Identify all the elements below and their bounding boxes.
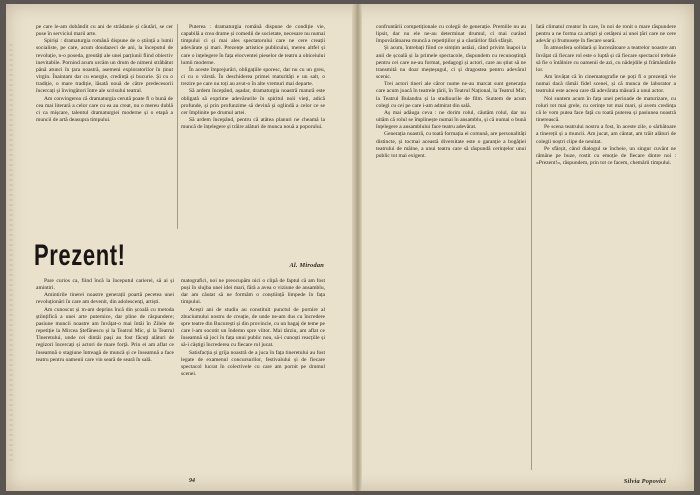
paragraph: Noi suntem acum în fața unei perioade de maturizare, cu roluri tot mai grele, cu cerințe tot mai mari, și avem credința că le vom putea face față cu toată puterea și pasiunea noastră tinerească. — [536, 95, 676, 124]
paragraph: Am învățat că în cinematografie ne poți fi o prezență vie numai dacă rămâi fidel scenei, și că munca de laborator a teatrului este aceea care dă adevărata măsură a unui actor. — [536, 74, 676, 95]
paragraph: pe care le-am dobândit cu ani de strădanie și căutări, se cer puse în serviciul marii arte. — [36, 24, 173, 38]
paragraph: Trei actori tineri ale căror nume ne-au marcat sunt generația care acum joacă în teatrele țării, în Teatrul Național, la Teatrul Mic, la Teatrul Bulandra și la studiourile de film. Suntem de acum colegi cu cei pe care i-am admirat din sală. — [376, 81, 526, 109]
paragraph: Pe sfârșit, când dialogul se încheie, un singur cuvânt ne rămâne pe buze, rostit cu emoție de fiecare dintre noi : «Prezent!», răspundem, prin tot ce facem, chemării timpului. — [536, 145, 676, 166]
page-number: 94 — [189, 478, 195, 484]
paragraph: Spiriși : dramaturgia română dispune de o știință a lumii socialiste, pe care, acum doudazeci de ani, la începutul de revoluție, n-o posedа, greutăți ale unei parțiunii fiind obiectiv inevitabile. Pornind acum urcăm un drum de nimeni străbătut până atunci în țara noastră, asemeni exploratorilor în ținut virgin. Înaintam dar cu energie, credință și bucurie. Și cu o tradiție, o mare tradiție, lăsată nouă de către predecesorii încercați și învingători între ale scrisului teatral. — [36, 38, 173, 95]
paragraph: Amintirile tinerei noastre generații poartă pecetea unei revoluționări în care am devenit, din adolescenți, artiști. — [36, 292, 174, 306]
column-divider — [177, 24, 178, 229]
paragraph: Puterea : dramaturgia română dispune de condiție vie, capabilă a crea drame și comedii de societate, necesare nu numai timpului ci și mai ales spectatorului care ne cere creații adevărate și mari. Prezențe artistice publicului, mereu altfel și care o ințelegere în fața elocventei pieselor de teatru a obiceiului lumii moderne. — [181, 24, 325, 66]
magazine-spread — [6, 4, 694, 491]
paragraph: Să ardem începând, așadar, dramaturgia noastră matură este obligată să exprime adevărurile în spiritul noii vieți, adică profunde, și prin profunzime să devină și oglindă a celor ce se cer împlinite pe drumul artei. — [181, 88, 325, 116]
paragraph: Să ardem începând, pentru că atâtea planuri ne cheamă la muncă de înțelegere și trăire alături de munca nouă a poporului. — [181, 117, 325, 131]
paragraph: În aceste împrejurări, obligațiile sporesc, dar nu cu un greu, ci cu o vârstă. În deschiderea primei maturități e un salt, o trezire pe care nu toți au avut-o în alte vremuri mai departe. — [181, 66, 325, 88]
paragraph: Am convingerea că dramaturgia cerută poate fi o bună de cea mai literară a celor care cu ea au creat, nu o mereu dublă ci ca mișcare, talentul dramaturgiei moderne și o etapă a muncii de artă deasupra timpului. — [36, 95, 173, 124]
book-gutter — [352, 4, 362, 491]
paragraph: Generația noastră, cu toată formația ei comună, are personalități distincte, și tocmai această diversitate este o garanție a bogăției teatrului de mâine, a unui teatru care să răspundă cerințelor unui public tot mai exigent. — [376, 131, 526, 159]
paragraph: Iată climatul creator în care, în noi de ronit o mare răspundere pentru a ne forma ca artiști și cetățeni ai unei țări care ne cere adevăr și frumusețe în fiecare seară. — [536, 24, 676, 45]
paragraph: Pare curios ca, fiind încă la începutul carierei, să ai și amintiri. — [36, 278, 174, 292]
paragraph: confruntării competiționale cu colegii de generație. Premiile nu au lipsit, dar nu ele ne-au determinat drumul, ci mai curând împovărătoarea muncă a repetițiilor și a căutărilor fără sfârșit. — [376, 24, 526, 45]
paragraph: Satisfacția și grija noastră de a juca în fața tineretului au fost legate de examenul concursurilor, festivalului și de fiecare spectacol lucrat în colectivele cu care am pornit pe drumul scenei. — [181, 349, 325, 378]
article-signature: Al. Mirodan — [289, 262, 324, 269]
paragraph: Și acum, întrebați fiind ce simțim astăzi, când privim înapoi la anii de școală și la primele spectacole, răspundem cu recunoștință pentru cei care ne-au format, pedagogi și actori, care au știut să ne transmită nu doar meșteșugul, ci și dragostea pentru adevărul scenic. — [376, 45, 526, 81]
right-column-1 — [376, 24, 526, 470]
left-column-1 — [36, 24, 173, 224]
article-signature: Silvia Popovici — [623, 478, 666, 485]
paragraph: În atmosfera solidară și încrezătoare a teatrelor noastre am învățat că fiecare rol este o luptă și că fiecare spectacol trebuie să fie o întâlnire cu oamenii de azi, cu nădejdile și frământările lor. — [536, 45, 676, 73]
column-divider — [531, 24, 532, 470]
left-page — [6, 4, 352, 491]
left-column-3 — [36, 278, 174, 470]
left-column-2 — [181, 24, 325, 272]
paragraph: Acești ani de studiu au constituit punctul de pornire al zbuciumului nostru de creație, de unde ne-am dus cu încredere spre teatre din București și din provincie, cu un bagaj de teme pe care l-am socotit un îndemn spre viitor. Mai târziu, am aflat ce înseamnă să joci în fața unui public nou, să-i cunoști reacțiile și să-i câștigi încrederea cu fiecare rol jucat. — [181, 306, 325, 349]
right-column-2 — [536, 24, 676, 476]
paragraph: Pe scena teatrului nostru a fost, în aceste zile, o sărbătoare a tinereții și a muncii. Am jucat, am cântat, am trăit alături de colegii noștri clipe de neuitat. — [536, 124, 676, 145]
paragraph: Am cunoscut și m-am deprins încă din școală cu metoda științifică a unei arte puternice, dar pline de răspundere; pasiune muncii noastre am învățat-o mai întâi în Zilele de repetiție la Mircea Ștefănescu și la Teatrul Mic, și la Teatrul Tineretului, unde cei dintâi pași au fost făcuți alături de regizori încercați și actori de mare forță. Prin ei am aflat ce înseamnă o stagiune întreagă de muncă și ce înseamnă a face teatru pentru oamenii care vin seară de seară în sală. — [36, 306, 174, 363]
article-headline: Prezent! — [34, 238, 126, 272]
left-column-4 — [181, 278, 325, 470]
paragraph: Aș mai adăuga ceva : ne dorim rolul, căutăm rolul, dar nu uităm că rolul se împlinește numai în ansamblu, și că numai o bună înțelegere a ansamblului face teatru adevărat. — [376, 109, 526, 131]
right-page — [362, 4, 694, 491]
paragraph: matografici, noi ne preocupăm nici o clipă de faptul că am fost puși în slujba unei idei mari, fără a avea o viziune de ansamblu, dar am căutat să ne formăm o conștiință limpede în fața timpului. — [181, 278, 325, 306]
